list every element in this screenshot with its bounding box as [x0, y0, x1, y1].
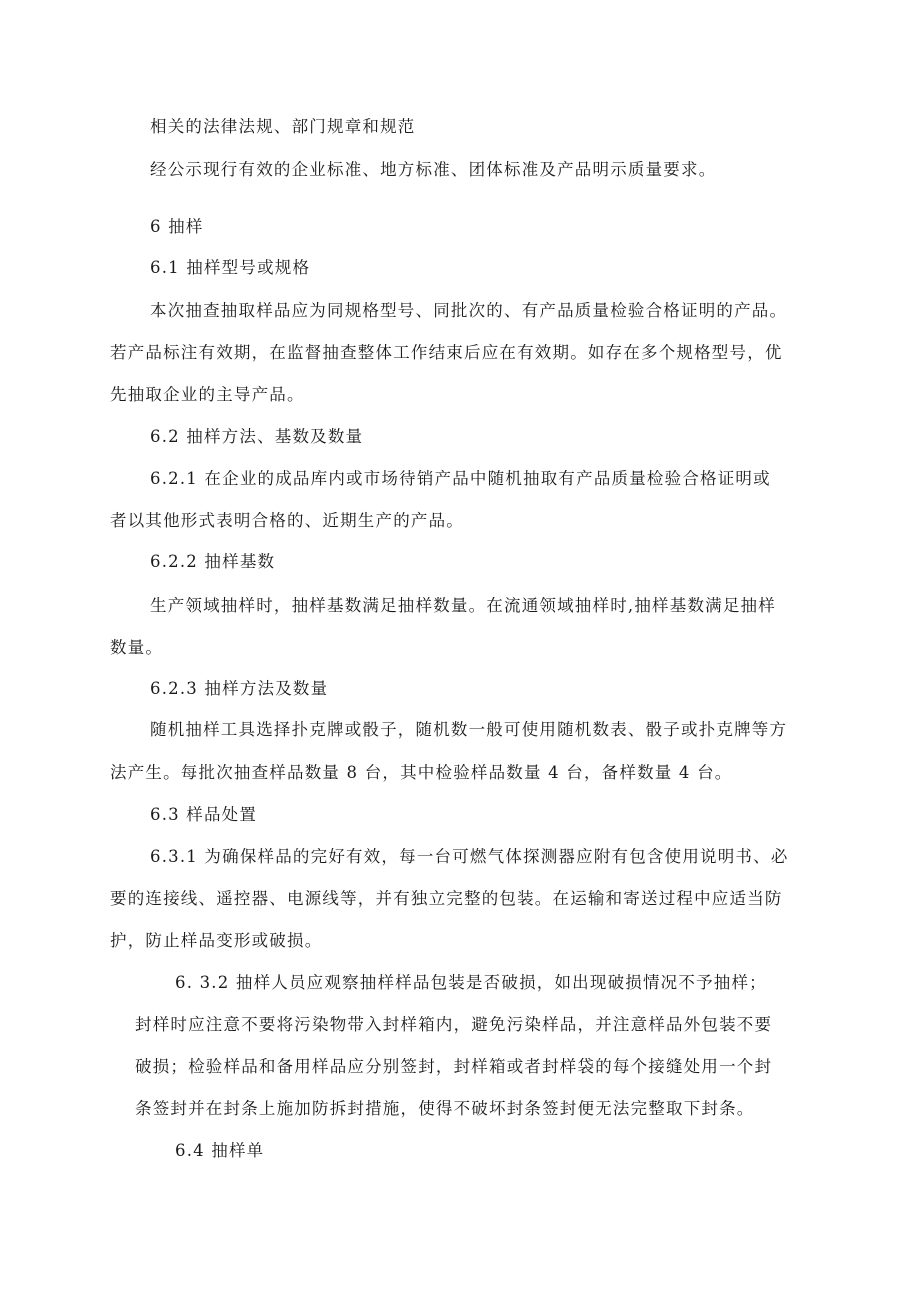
section-heading: 6 抽样 [150, 217, 204, 236]
text-line: 经公示现行有效的企业标准、地方标准、团体标准及产品明示质量要求。 [150, 160, 717, 179]
text-line: 破损；检验样品和备用样品应分别签封，封样箱或者封样袋的每个接缝处用一个封 [135, 1057, 773, 1076]
subsection-heading: 6.2.2 抽样基数 [150, 552, 276, 571]
text-line: 随机抽样工具选择扑克牌或骰子，随机数一般可使用随机数表、骰子或扑克牌等方 [150, 720, 788, 739]
text-line: 条签封并在封条上施加防拆封措施，使得不破坏封条签封便无法完整取下封条。 [135, 1099, 755, 1118]
text-line: 6.3.1 为确保样品的完好有效，每一台可燃气体探测器应附有包含使用说明书、必 [150, 847, 789, 866]
subsection-heading: 6.2 抽样方法、基数及数量 [150, 427, 364, 446]
subsection-heading: 6.2.3 抽样方法及数量 [150, 679, 329, 698]
text-line: 数量。 [110, 638, 164, 657]
text-line: 封样时应注意不要将污染物带入封样箱内，避免污染样品，并注意样品外包装不要 [135, 1015, 773, 1034]
text-line: 护，防止样品变形或破损。 [110, 931, 323, 950]
text-line: 要的连接线、遥控器、电源线等，并有独立完整的包装。在运输和寄送过程中应适当防 [110, 889, 783, 908]
text-line: 法产生。每批次抽查样品数量 8 台，其中检验样品数量 4 台，备样数量 4 台。 [110, 763, 733, 782]
text-line: 6.2.1 在企业的成品库内或市场待销产品中随机抽取有产品质量检验合格证明或 [150, 469, 771, 488]
text-line: 本次抽查抽取样品应为同规格型号、同批次的、有产品质量检验合格证明的产品。 [150, 301, 788, 320]
subsection-heading: 6.4 抽样单 [175, 1141, 265, 1160]
text-line: 相关的法律法规、部门规章和规范 [150, 117, 416, 136]
text-line: 生产领域抽样时，抽样基数满足抽样数量。在流通领域抽样时,抽样基数满足抽样 [150, 596, 776, 615]
text-line: 者以其他形式表明合格的、近期生产的产品。 [110, 511, 464, 530]
subsection-heading: 6.1 抽样型号或规格 [150, 258, 311, 277]
text-line: 6. 3.2 抽样人员应观察抽样样品包装是否破损，如出现破损情况不予抽样； [175, 973, 767, 992]
subsection-heading: 6.3 样品处置 [150, 805, 258, 824]
text-line: 若产品标注有效期，在监督抽查整体工作结束后应在有效期。如存在多个规格型号，优 [110, 343, 783, 362]
text-line: 先抽取企业的主导产品。 [110, 385, 305, 404]
